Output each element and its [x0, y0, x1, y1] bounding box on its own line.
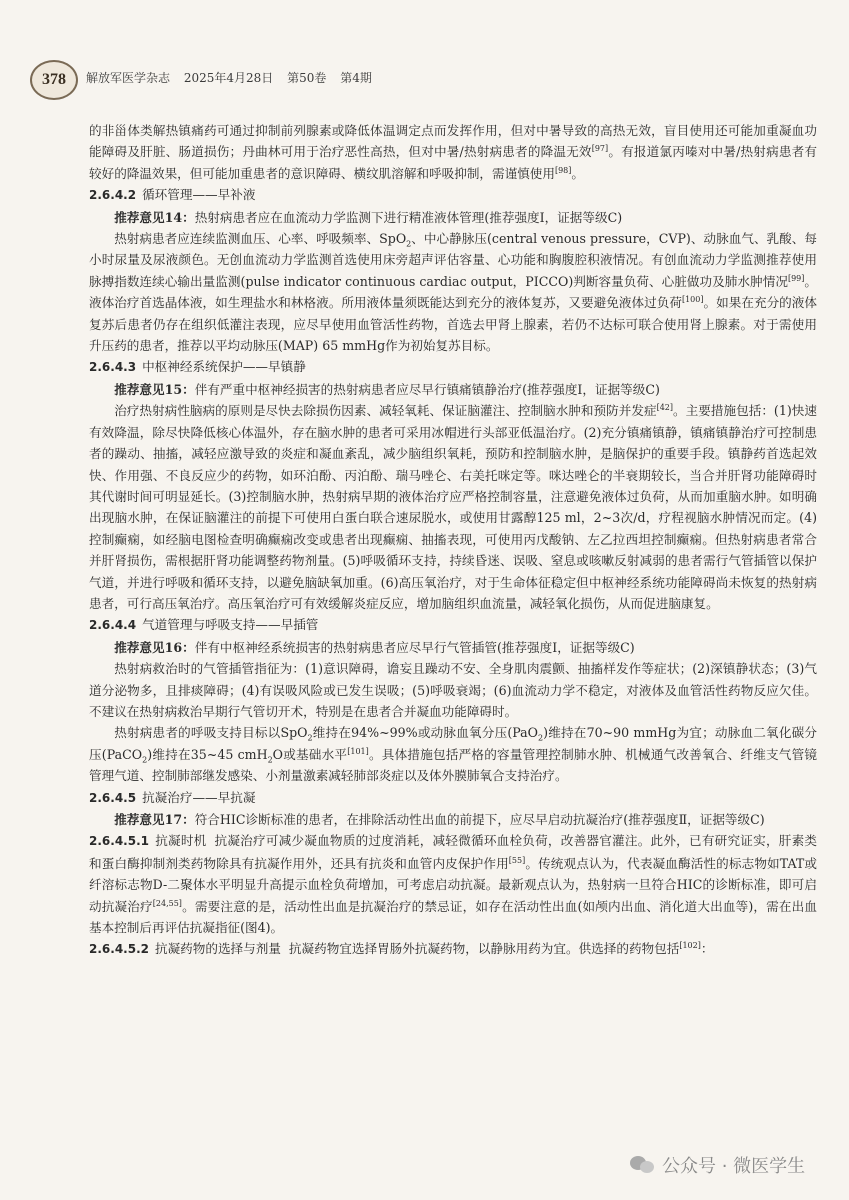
- text: 符合HIC诊断标准的患者，在排除活动性出血的前提下，应尽早启动抗凝治疗(推荐强度Ⅱ，证据等级C): [194, 812, 765, 827]
- section-title: 抗凝治疗——早抗凝: [142, 789, 256, 805]
- text: 热射病患者应在血流动力学监测下进行精准液体管理(推荐强度Ⅰ，证据等级C): [194, 209, 623, 225]
- text: 抗凝药物宜选择胃肠外抗凝药物，以静脉用药为宜。供选择的药物包括: [288, 941, 680, 957]
- journal-volume: 第50卷: [287, 71, 327, 85]
- section-number: 2.6.4.3: [89, 360, 137, 375]
- text: 抗凝治疗可减少凝血物质的过度消耗，减轻微循环血栓负荷，改善器官灌注。此外，已有研究证实，肝素类和蛋白酶抑制剂类药物除具有抗凝作用外，还具有抗炎和血管内皮保护作用: [89, 833, 818, 871]
- section-title: 气道管理与呼吸支持——早插管: [142, 617, 319, 633]
- section-title: 中枢神经系统保护——早镇静: [142, 359, 306, 375]
- text: 。: [571, 165, 584, 181]
- text: 热射病患者应连续监测血压、心率、呼吸频率、SpO: [114, 231, 407, 247]
- recommendation-label: 推荐意见15：: [114, 381, 195, 397]
- text: )维持在35~45 cmH: [147, 746, 268, 762]
- section-number: 2.6.4.5.2: [89, 942, 149, 957]
- text: 维持在94%~99%或动脉血氧分压(PaO: [312, 725, 539, 741]
- section-heading: [89, 356, 817, 378]
- text: 、中心静脉压(central venous pressure，CVP)、动脉血气、乳酸、每小时尿量及尿液颜色。无创血流动力学监测首选使用床旁超声评估容量、心功能和胸腹腔积液情况。有创血流动力学监测推荐使用脉搏指数连续心输出量监测(pulse indicator continuous cardiac output，PICCO)判断容量负荷、心脏做功及肺水肿情况: [89, 231, 818, 289]
- text: 。如果在充分的液体复苏后患者仍存在组织低灌注表现，应尽早使用血管活性药物，首选去甲肾上腺素，若仍不达标可联合使用肾上腺素。对于需使用升压药的患者，推荐以平均动脉压(MAP) 65 mmHg作为初始复苏目标。: [89, 295, 818, 354]
- watermark-text: 公众号 · 微医学生: [662, 1156, 806, 1177]
- subscript: 2: [538, 733, 544, 743]
- journal-info: [86, 69, 382, 86]
- text: 治疗热射病性脑病的原则是尽快去除损伤因素、减轻氧耗、保证脑灌注、控制脑水肿和预防并发症: [114, 403, 657, 419]
- page-number: 378: [42, 71, 66, 88]
- paragraph: [89, 400, 817, 614]
- recommendation-label: 推荐意见14：: [114, 209, 195, 225]
- recommendation: [89, 207, 817, 228]
- paragraph: [89, 938, 817, 960]
- citation: [55]: [508, 855, 526, 865]
- text: 。有报道氯丙嗪对中暑/热射病患者有较好的降温效果，但可能加重患者的意识障碍、横纹肌溶解和呼吸抑制，需谨慎使用: [89, 144, 817, 181]
- paragraph: [89, 830, 817, 938]
- subscript: 2: [267, 755, 273, 765]
- text: 。主要措施包括：(1)快速有效降温，除尽快降低核心体温外，存在脑水肿的患者可采用冰帽进行头部亚低温治疗。(2)充分镇痛镇静，镇痛镇静治疗可控制患者的躁动、抽搐，减轻应激导致的炎症和凝血紊乱，减少脑组织氧耗，预防和控制脑水肿，是脑保护的重要手段。镇静药首选起效快、作用强、不良反应少的药物，如环泊酚、丙泊酚、瑞马唑仑、右美托咪定等。咪达唑仑的半衰期较长，当合并肝肾功能障碍时其代谢时间可明显延长。(3)控制脑水肿，热射病早期的液体治疗应严格控制容量，注意避免液体过负荷，从而加重脑水肿。如明确出现脑水肿，在保证脑灌注的前提下可使用白蛋白联合速尿脱水，或使用甘露醇125 ml，2~3次/d，疗程视脑水肿情况而定。(4)控制癫痫，如经脑电图检查明确癫痫改变或患者出现癫痫、抽搐表现，可使用丙戊酸钠、左乙拉西坦控制癫痫。但热射病患者常合并肝肾损伤，需根据肝肾功能调整药物剂量。(5)呼吸循环支持，持续昏迷、误吸、窒息或咳嗽反射减弱的患者需行气管插管以保护气道，并进行呼吸和循环支持，以避免脑缺氧加重。(6)高压氧治疗，对于生命体征稳定但中枢神经系统功能障碍尚未恢复的热射病患者，可行高压氧治疗。高压氧治疗可有效缓解炎症反应，增加脑组织血流量，减轻氧化损伤，从而促进脑康复。: [89, 403, 817, 611]
- text: 的非甾体类解热镇痛药可通过抑制前列腺素或降低体温调定点而发挥作用，但对中暑导致的高热无效，盲目使用还可能加重凝血功能障碍及肝脏、肠道损伤；丹曲林可用于治疗恶性高热，但对中暑/热射病患者的降温无效: [89, 123, 817, 160]
- paragraph: 热射病救治时的气管插管指征为：(1)意识障碍，谵妄且躁动不安、全身肌肉震颤、抽搐样发作等症状；(2)深镇静状态；(3)气道分泌物多，且排痰障碍；(4)有误吸风险或已发生误吸；(5)呼吸衰竭；(6)血流动力学不稳定，对液体及血管活性药物反应欠佳。不建议在热射病救治早期行气管切开术，特别是在患者合并凝血功能障碍时。: [89, 661, 817, 719]
- recommendation: [89, 637, 817, 658]
- citation: [101]: [347, 746, 369, 756]
- paragraph: [89, 722, 817, 786]
- text: ：: [700, 941, 714, 957]
- paragraph: [89, 228, 817, 356]
- recommendation-label: 推荐意见17：: [114, 812, 195, 827]
- section-title: 抗凝时机: [154, 833, 207, 849]
- subscript: 2: [406, 239, 412, 249]
- watermark: [630, 1150, 820, 1180]
- recommendation: [89, 379, 817, 400]
- text: 。需要注意的是，活动性出血是抗凝治疗的禁忌证，如存在活动性出血(如颅内出血、消化道大出血等)，需在出血基本控制后再评估抗凝指征(图4)。: [89, 898, 818, 936]
- text: 热射病患者的呼吸支持目标以SpO: [114, 725, 308, 741]
- section-number: 2.6.4.4: [89, 618, 137, 633]
- recommendation: [89, 809, 817, 830]
- section-heading: [89, 787, 817, 809]
- section-number: 2.6.4.5: [89, 790, 137, 805]
- paragraph: [89, 120, 817, 184]
- text: 。传统观点认为，代表凝血酶活性的标志物如TAT或纤溶标志物D-二聚体水平明显升高提示血栓负荷增加，可考虑启动抗凝。最新观点认为，热射病一旦符合HIC的诊断标准，即可启动抗凝治疗: [89, 855, 817, 914]
- page-number-badge: [30, 60, 78, 100]
- text: 。液体治疗首选晶体液，如生理盐水和林格液。所用液体量须既能达到充分的液体复苏，又要避免液体过负荷: [89, 273, 818, 311]
- citation: [42]: [656, 403, 673, 413]
- citation: [97]: [591, 144, 609, 154]
- section-number: 2.6.4.5.1: [89, 834, 149, 849]
- section-title: 循环管理——早补液: [142, 187, 256, 203]
- wechat-icon: [630, 1154, 656, 1176]
- citation: [24,55]: [152, 898, 182, 908]
- journal-date: 2025年4月28日: [183, 71, 274, 85]
- text: 伴有严重中枢神经损害的热射病患者应尽早行镇痛镇静治疗(推荐强度Ⅰ，证据等级C): [194, 381, 660, 397]
- journal-name: 解放军医学杂志: [86, 71, 171, 85]
- citation: [100]: [681, 295, 704, 305]
- subscript: 2: [142, 755, 148, 765]
- text: 。具体措施包括严格的容量管理控制肺水肿、机械通气改善氧合、纤维支气管镜管理气道、控制肺部继发感染、小剂量激素减轻肺部炎症以及体外膜肺氧合支持治疗。: [89, 746, 818, 784]
- article-body: [89, 120, 817, 961]
- recommendation-label: 推荐意见16：: [114, 639, 195, 655]
- text: 伴有中枢神经系统损害的热射病患者应尽早行气管插管(推荐强度Ⅰ，证据等级C): [194, 639, 635, 655]
- text: )维持在70~90 mmHg为宜；动脉血二氧化碳分压(PaCO: [89, 725, 817, 762]
- section-heading: [89, 614, 817, 636]
- section-number: 2.6.4.2: [89, 188, 137, 203]
- page-header: [30, 60, 820, 100]
- section-heading: [89, 184, 817, 206]
- citation: [98]: [554, 165, 572, 175]
- citation: [99]: [787, 273, 805, 283]
- subscript: 2: [307, 733, 313, 743]
- journal-issue: 第4期: [340, 71, 372, 85]
- section-title: 抗凝药物的选择与剂量: [154, 941, 281, 957]
- citation: [102]: [679, 941, 701, 951]
- text: O或基础水平: [272, 746, 348, 762]
